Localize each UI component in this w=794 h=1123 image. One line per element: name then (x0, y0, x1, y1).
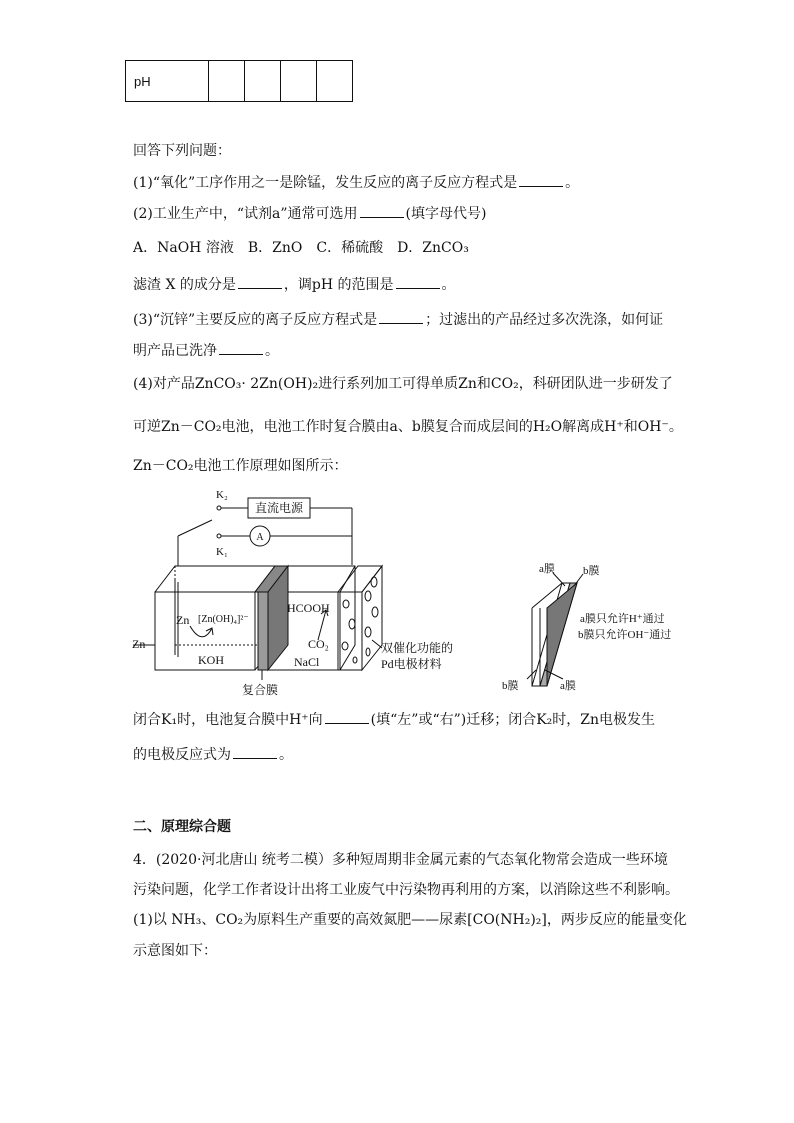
q2b-text-b: ，调pH 的范围是 (283, 277, 394, 293)
answer-blank (233, 744, 277, 759)
section2-p1: 4．(2020·河北唐山 统考二模）多种短周期非金属元素的气态氧化物常会造成一些环境 (133, 852, 668, 868)
pd-label-line2: Pd电极材料 (381, 657, 442, 671)
section2-p3: (1)以 NH₃、CO₂为原料生产重要的高效氮肥——尿素[CO(NH₂)₂]，两步反应的能量变化 (133, 912, 687, 928)
q3b-text: 明产品已洗净 (133, 343, 217, 359)
q2-text: (2)工业生产中，“试剂a”通常可选用 (133, 206, 358, 222)
section2-p2: 污染问题，化学工作者设计出将工业废气中污染物再利用的方案，以消除这些不利影响。 (133, 882, 679, 898)
question-4-line3: Zn－CO₂电池工作原理如图所示： (133, 458, 348, 474)
note-b-membrane: b膜只允许OH⁻通过 (578, 629, 672, 641)
b-membrane-bottom-label: b膜 (502, 680, 519, 692)
q2b-text-c: 。 (441, 277, 456, 293)
question-4-line5 (133, 744, 293, 765)
q4-l5-text: 的电极反应式为 (133, 747, 231, 763)
k1-label: K₁ (216, 546, 228, 558)
composite-membrane-label: 复合膜 (242, 683, 279, 697)
q3-tail: ；过滤出的产品经过多次洗涤，如何证 (425, 312, 664, 328)
pd-electrode-side (362, 566, 382, 670)
q3b-tail: 。 (265, 343, 279, 359)
a-membrane-bottom-label: a膜 (560, 680, 576, 692)
koh-label: KOH (198, 653, 224, 667)
q4-l4-text: 闭合K₁时，电池复合膜中H⁺向 (133, 712, 323, 728)
section2-p4: 示意图如下： (133, 943, 217, 959)
k2-contact (217, 506, 221, 510)
pd-label-line1: 双催化功能的 (381, 641, 454, 655)
k2-label: K₂ (216, 489, 228, 501)
question-4-line1: (4)对产品ZnCO₃· 2Zn(OH)₂进行系列加工可得单质Zn和CO₂，科研团队进一步研发了 (133, 376, 673, 392)
q3-text: (3)“沉锌”主要反应的离子反应方程式是 (133, 312, 378, 328)
pd-electrode-front (338, 592, 362, 670)
k1-contact (217, 534, 221, 538)
q1-text: (1)“氧化”工序作用之一是除锰，发生反应的离子反应方程式是 (133, 175, 518, 191)
switch-blade (178, 520, 212, 536)
q4-l4-tail: (填“左”或“右”)迁移；闭合K₂时，Zn电极发生 (370, 712, 656, 728)
composite-membrane (258, 592, 268, 670)
q4-l5-tail: 。 (279, 747, 293, 763)
ph-label: pH (126, 61, 209, 102)
intro-text: 回答下列问题： (133, 143, 231, 159)
zincate-label: [Zn(OH)₄]²⁻ (198, 614, 249, 625)
zn-electrode-label: Zn (176, 613, 190, 627)
note-a-membrane: a膜只允许H⁺通过 (580, 613, 665, 625)
a-membrane-top-label: a膜 (539, 563, 555, 575)
options-line: A．NaOH 溶液 B．ZnO C．稀硫酸 D．ZnCO₃ (133, 240, 469, 256)
ammeter-label: A (256, 532, 264, 543)
q2b-text-a: 滤渣 X 的成分是 (133, 277, 236, 293)
nacl-label: NaCl (294, 655, 320, 669)
hcooh-label: HCOOH (287, 601, 330, 615)
zn-side-label: Zn (132, 637, 146, 651)
power-supply-label: 直流电源 (254, 501, 304, 515)
q2-tail: (填字母代号) (405, 206, 487, 222)
arrow-zn (190, 626, 212, 637)
co2-label: CO₂ (308, 637, 329, 651)
q1-tail: 。 (565, 175, 580, 191)
section-heading: 二、原理综合题 (133, 819, 231, 835)
question-4-line2: 可逆Zn－CO₂电池，电池工作时复合膜由a、b膜复合而成层间的H₂O解离成H⁺和OH⁻。 (133, 419, 683, 435)
b-membrane-top-label: b膜 (583, 565, 600, 577)
question-4-line4 (133, 709, 655, 730)
answer-blank (325, 709, 369, 724)
